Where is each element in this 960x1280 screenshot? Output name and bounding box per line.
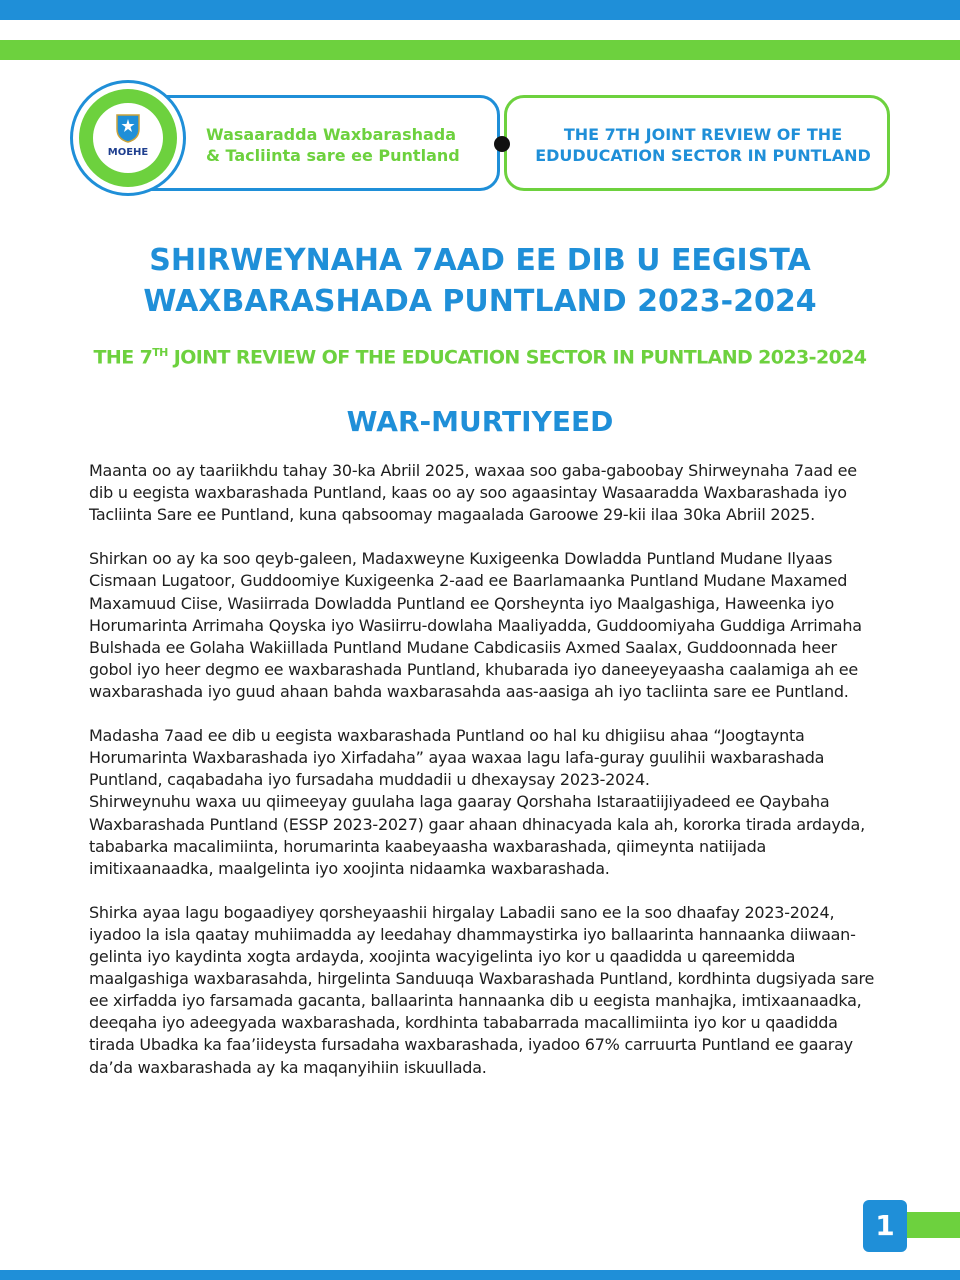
subtitle-rest: JOINT REVIEW OF THE EDUCATION SECTOR IN PUNTLAND 2023-2024: [167, 346, 867, 369]
paragraph-5: Shirka ayaa lagu bogaadiyey qorsheyaashii hirgalay Labadii sano ee la soo dhaafay 2023-2024, iyadoo la isla qaatay muhiimadda ay leedahay dhammaystirka iyo ballaarinta hannaanka diiwaan-gelinta iyo kaydinta xogta ardayda, xoojinta wacyigelinta iyo kor u qaadidda u qareemidda maalgashiga waxbarasahda, hirgelinta Sanduuqa Waxbarashada Puntland, kordhinta dugsiyada sare ee xirfadda iyo farsamada gacanta, ballaarinta hannaanka dib u eegista manhajka, imtixaanaadka, deeqaha iyo adeegyada waxbarashada, kordhinta tababarrada macallimiinta iyo kor u qaadidda tirada Ubadka ka faa’iideysta fursadaha waxbarashada, iyadoo 67% carruurta Puntland ee gaaray da’da waxbarashada ay ka maqanyihiin iskuullada.: [89, 902, 875, 1077]
page-title: [0, 240, 960, 322]
page-title-line2: WAXBARASHADA PUNTLAND 2023-2024: [143, 284, 817, 319]
top-blue-band: [0, 0, 960, 20]
review-title-line2: EDUDUCATION SECTOR IN PUNTLAND: [535, 146, 871, 165]
ministry-name-line1: Wasaaradda Waxbarashada: [206, 125, 457, 144]
ministry-name: [206, 124, 476, 166]
ministry-logo: [70, 80, 186, 196]
coat-of-arms-icon: [115, 113, 141, 143]
logo-emblem: [93, 103, 163, 173]
page-title-line1: SHIRWEYNAHA 7AAD EE DIB U EEGISTA: [149, 243, 811, 278]
review-title: [504, 124, 902, 166]
paragraph-2: Shirkan oo ay ka soo qeyb-galeen, Madaxweyne Kuxigeenka Dowladda Puntland Mudane Ilyaas Cismaan Lugatoor, Guddoomiye Kuxigeenka 2-aad ee Baarlamaanka Puntland Mudane Maxamed Maxamuud Ciise, Wasiirrada Dowladda Puntland ee Qorsheynta iyo Maalgashiga, Haweenka iyo Horumarinta Arrimaha Qoyska iyo Wasiirru-dowlaha Maaliyadda, Guddoomiyaha Guddiga Arrimaha Bulshada ee Golaha Wakiillada Puntland Mudane Cabdicasiis Axmed Saalax, Guddoonnada heer gobol iyo heer degmo ee waxbarashada Puntland, khubarada iyo daneeyeyaasha caalamiga ah ee waxbarashada iyo guud ahaan bahda waxbarasahda aas-aasiga ah iyo tacliinta sare ee Puntland.: [89, 549, 862, 701]
page-subtitle: [0, 340, 960, 370]
review-title-line1: THE 7TH JOINT REVIEW OF THE: [563, 125, 843, 144]
page-number: 1: [863, 1200, 907, 1252]
subtitle-prefix: THE 7: [93, 346, 153, 369]
paragraph-4: Shirweynuhu waxa uu qiimeeyay guulaha laga gaaray Qorshaha Istaraatiijiyadeed ee Qaybaha Waxbarashada Puntland (ESSP 2023-2027) gaar ahaan dhinacyada kala ah, kororka tirada ardayda, tababarka macalimiinta, horumarinta kaabeyaasha waxbarashada, qiimeynta natiijada imitixaanaadka, maalgelinta iyo xoojinta nidaamka waxbarashada.: [89, 792, 865, 878]
paragraph-3: Madasha 7aad ee dib u eegista waxbarashada Puntland oo hal ku dhigiisu ahaa “Joogtaynta Horumarinta Waxbarashada iyo Xirfadaha” ayaa waxaa lagu lafa-guray guulihii waxbarashada Puntland, caqabadaha iyo fursadaha muddadii u dhexaysay 2023-2024.: [89, 726, 825, 790]
top-green-band: [0, 40, 960, 60]
paragraph-1: Maanta oo ay taariikhdu tahay 30-ka Abriil 2025, waxaa soo gaba-gaboobay Shirweynaha 7aad ee dib u eegista waxbarashada Puntland, kaas oo ay soo agaasintay Wasaaradda Waxbarashada iyo Tacliinta Sare ee Puntland, kuna qabsoomay magaalada Garoowe 29-kii ilaa 30ka Abriil 2025.: [89, 461, 857, 525]
bottom-blue-band: [0, 1270, 960, 1280]
body-text: [89, 460, 879, 1101]
page-number-tab: [907, 1212, 960, 1238]
ministry-name-line2: & Tacliinta sare ee Puntland: [206, 146, 460, 165]
logo-ring: [79, 89, 177, 187]
subtitle-superscript: TH: [152, 346, 168, 359]
logo-text: MOEHE: [107, 147, 149, 158]
section-heading: WAR-MURTIYEED: [346, 405, 614, 438]
connector-dot: [494, 136, 510, 152]
